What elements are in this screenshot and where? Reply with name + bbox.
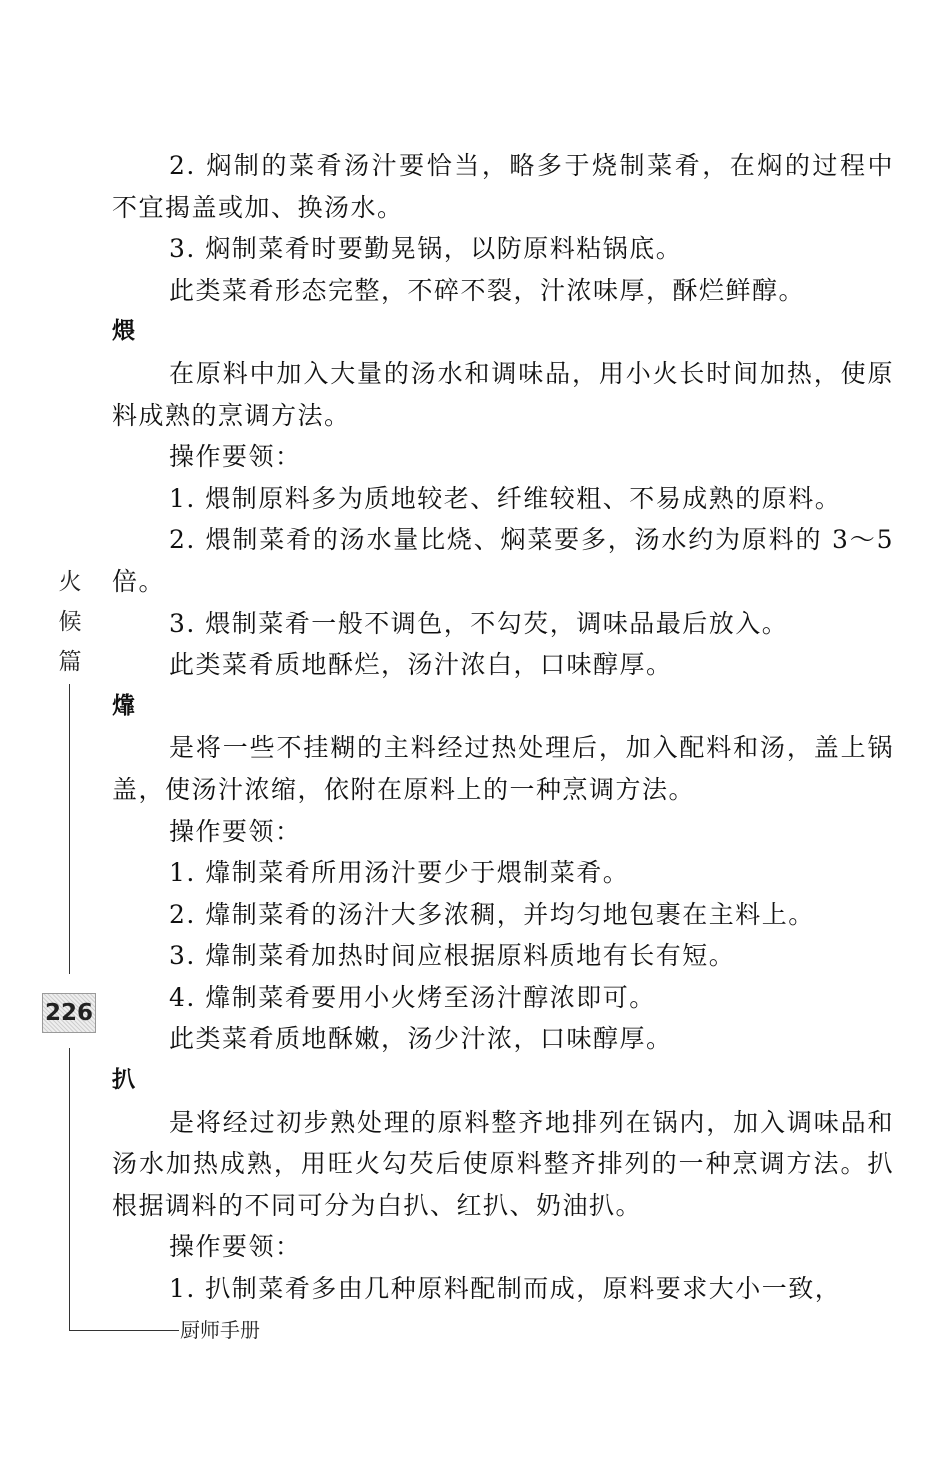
paragraph: 1. 煨制原料多为质地较老、纤维较粗、不易成熟的原料。 — [169, 483, 842, 513]
section-heading-wei: 煨 — [112, 318, 135, 345]
paragraph: 是将经过初步熟处理的原料整齐地排列在锅内，加入调味品和汤水加热成熟，用旺火勾芡后使原料整齐排列的一种烹调方法。扒根据调料的不同可分为白扒、红扒、奶油扒。 — [112, 1107, 894, 1220]
paragraph: 3. 㸆制菜肴加热时间应根据原料质地有长有短。 — [169, 941, 736, 971]
chapter-side-label — [57, 562, 83, 682]
chapter-char-1: 火 — [58, 569, 82, 595]
margin-rule-lower — [69, 1048, 70, 1330]
paragraph: 此类菜肴质地酥烂，汤汁浓白，口味醇厚。 — [169, 650, 673, 680]
paragraph: 1. 㸆制菜肴所用汤汁要少于煨制菜肴。 — [169, 858, 630, 888]
paragraph: 此类菜肴质地酥嫩，汤少汁浓，口味醇厚。 — [169, 1024, 673, 1054]
paragraph: 此类菜肴形态完整，不碎不裂，汁浓味厚，酥烂鲜醇。 — [169, 275, 806, 305]
margin-rule-upper — [69, 684, 70, 974]
paragraph: 是将一些不挂糊的主料经过热处理后，加入配料和汤，盖上锅盖，使汤汁浓缩，依附在原料上的一种烹调方法。 — [112, 733, 894, 804]
paragraph: 2. 㸆制菜肴的汤汁大多浓稠，并均匀地包裹在主料上。 — [169, 899, 815, 929]
footer-rule — [69, 1330, 179, 1331]
paragraph: 2. 煨制菜肴的汤水量比烧、焖菜要多，汤水约为原料的 3～5 倍。 — [112, 525, 894, 596]
chapter-char-3: 篇 — [58, 649, 82, 675]
main-text — [112, 145, 894, 1310]
paragraph: 3. 焖制菜肴时要勤晃锅，以防原料粘锅底。 — [169, 234, 683, 264]
paragraph: 3. 煨制菜肴一般不调色，不勾芡，调味品最后放入。 — [169, 608, 789, 638]
paragraph: 2. 焖制的菜肴汤汁要恰当，略多于烧制菜肴，在焖的过程中不宜揭盖或加、换汤水。 — [112, 151, 894, 222]
book-title: 厨师手册 — [180, 1318, 260, 1342]
paragraph: 操作要领： — [169, 816, 302, 846]
paragraph: 在原料中加入大量的汤水和调味品，用小火长时间加热，使原料成熟的烹调方法。 — [112, 358, 894, 430]
paragraph: 操作要领： — [169, 442, 302, 472]
section-heading-pa: 扒 — [112, 1067, 135, 1094]
paragraph: 1. 扒制菜肴多由几种原料配制而成，原料要求大小一致， — [169, 1274, 842, 1304]
paragraph: 操作要领： — [169, 1232, 302, 1262]
chapter-char-2: 候 — [58, 609, 82, 635]
page-number: 226 — [42, 993, 96, 1033]
section-heading-kao: 㸆 — [112, 692, 135, 719]
paragraph: 4. 㸆制菜肴要用小火烤至汤汁醇浓即可。 — [169, 982, 656, 1012]
